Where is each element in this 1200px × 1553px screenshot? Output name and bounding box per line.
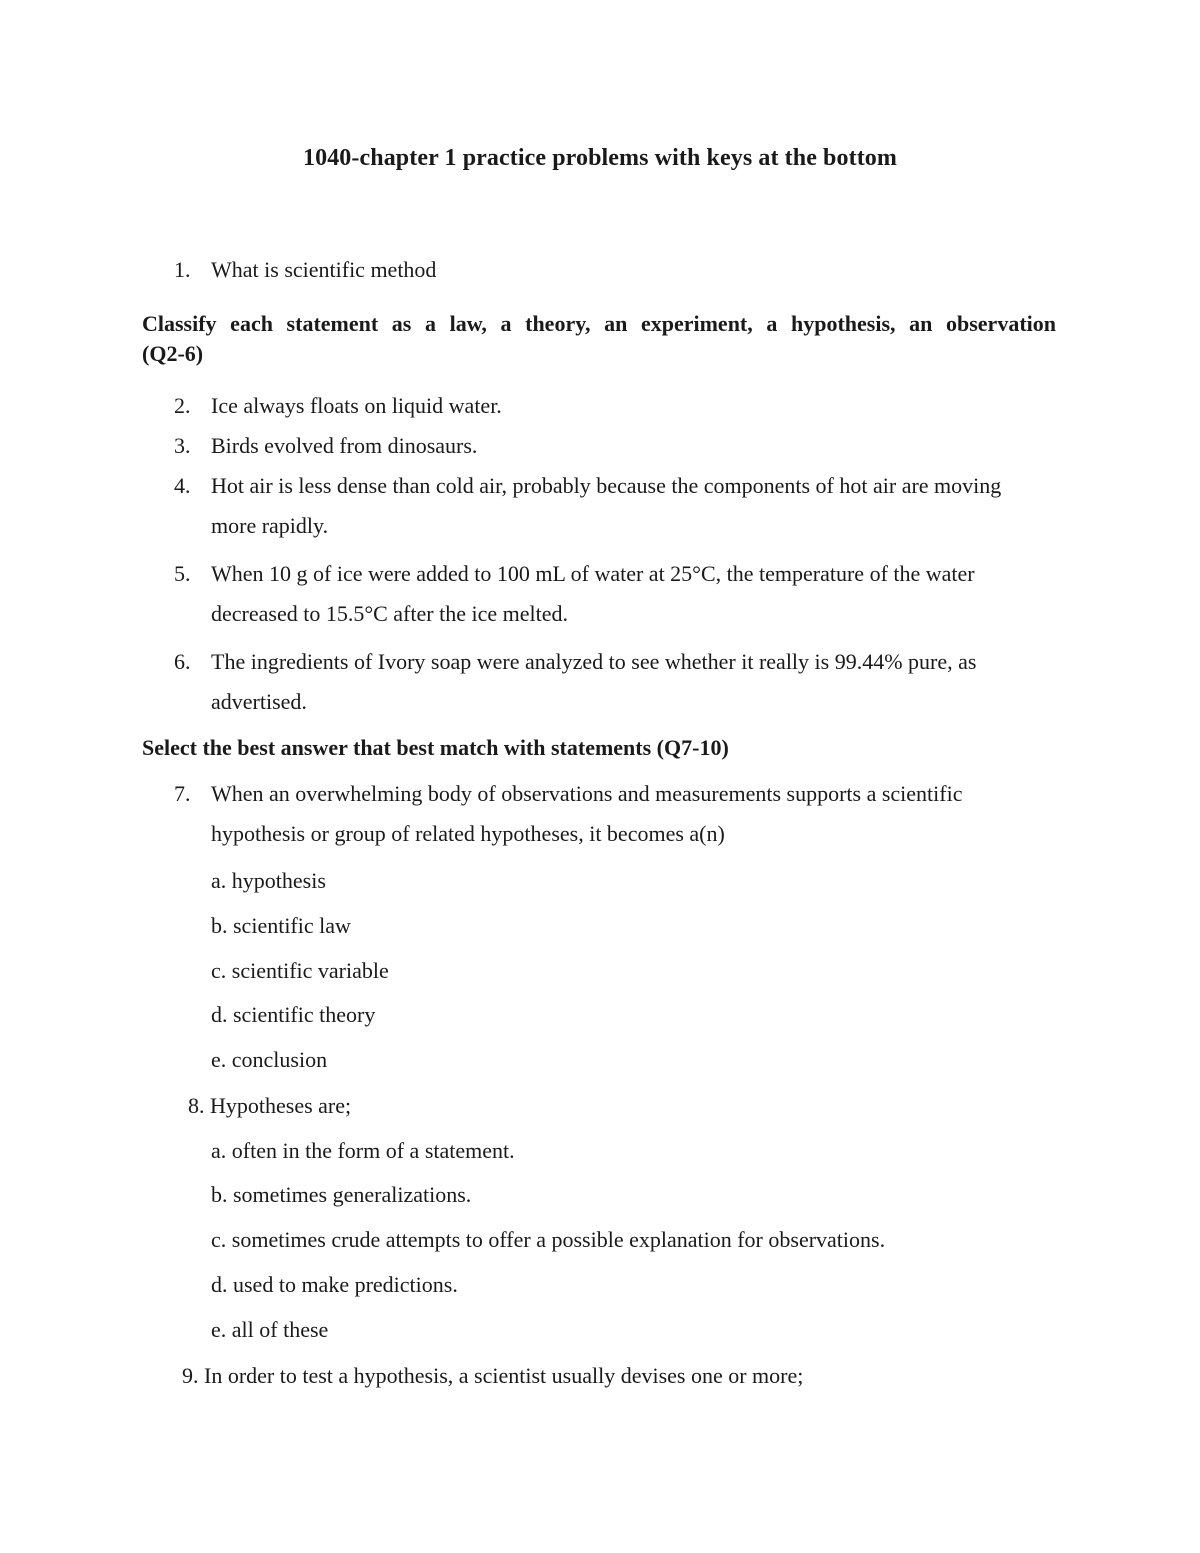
question-text: What is scientific method [211, 257, 437, 282]
answer-option: c. sometimes crude attempts to offer a possible explanation for observations. [211, 1227, 886, 1252]
question-text: Ice always floats on liquid water. [211, 393, 502, 418]
question-number: 4. [174, 473, 191, 498]
answer-option: e. conclusion [211, 1047, 328, 1072]
question-text: Birds evolved from dinosaurs. [211, 433, 478, 458]
section-heading: Classify each statement as a law, a theory, an experiment, a hypothesis, an observation [142, 311, 1056, 336]
answer-option: b. sometimes generalizations. [211, 1182, 472, 1207]
answer-option: d. scientific theory [211, 1002, 376, 1027]
question-text: Hot air is less dense than cold air, probably because the components of hot air are moving [211, 473, 1002, 498]
question-number: 7. [174, 781, 191, 806]
question-text-continued: more rapidly. [211, 513, 329, 538]
question-number: 3. [174, 433, 191, 458]
question-text: 8. Hypotheses are; [188, 1093, 352, 1118]
page-title: 1040-chapter 1 practice problems with keys at the bottom [303, 145, 897, 171]
question-text-continued: advertised. [211, 689, 307, 714]
answer-option: d. used to make predictions. [211, 1272, 458, 1297]
answer-option: a. often in the form of a statement. [211, 1138, 515, 1163]
answer-option: c. scientific variable [211, 958, 389, 983]
question-text: The ingredients of Ivory soap were analyzed to see whether it really is 99.44% pure, as [211, 649, 977, 674]
answer-option: e. all of these [211, 1317, 329, 1342]
answer-option: a. hypothesis [211, 868, 326, 893]
answer-option: b. scientific law [211, 913, 351, 938]
question-text-continued: decreased to 15.5°C after the ice melted. [211, 601, 568, 626]
question-number: 1. [174, 257, 191, 282]
section-heading: Select the best answer that best match with statements (Q7-10) [142, 735, 729, 760]
question-text: When an overwhelming body of observations and measurements supports a scientific [211, 781, 963, 806]
question-number: 6. [174, 649, 191, 674]
question-number: 5. [174, 561, 191, 586]
section-heading-continued: (Q2-6) [142, 341, 204, 366]
question-text: 9. In order to test a hypothesis, a scientist usually devises one or more; [182, 1363, 804, 1388]
question-text-continued: hypothesis or group of related hypotheses, it becomes a(n) [211, 821, 725, 846]
question-text: When 10 g of ice were added to 100 mL of water at 25°C, the temperature of the water [211, 561, 975, 586]
question-number: 2. [174, 393, 191, 418]
